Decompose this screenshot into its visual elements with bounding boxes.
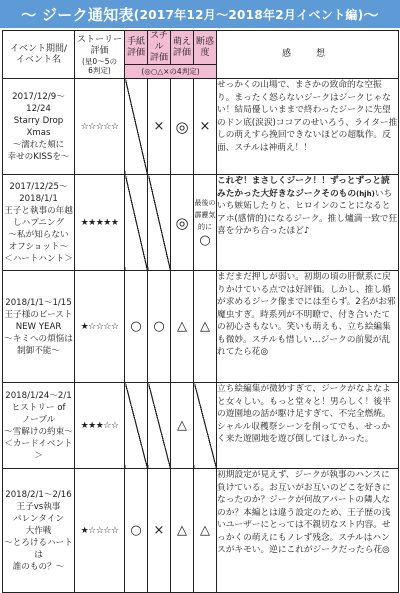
table-row <box>3 469 399 593</box>
header-period: イベント期間/ イベント名 <box>3 31 75 79</box>
row-hand: ○ <box>125 271 148 383</box>
header-moe: 萌え 評価 <box>171 31 194 65</box>
header-story <box>75 31 125 79</box>
header-story-label: ストーリー 評価 <box>76 34 122 56</box>
row-hand <box>125 383 148 469</box>
row-moe: ◎ <box>171 79 194 175</box>
row-impression: まだまだ押しが弱い。初期の頃の肝獣系に戻りかけている点では好評価。しかし、推し婚が求めるジーク像までには至らず。2名がお邪魔虫すぎ。時系列が不明瞭で、付き合いたての初心さもない。笑いも萌えも、立ち絵編集も微妙。スチルも惜しい…ジークの前髪が乱れてたら花◎ <box>217 271 399 383</box>
report-table <box>2 30 399 593</box>
header-story-note: (星0〜5の 6判定) <box>82 56 117 75</box>
row-still: ○ <box>148 271 171 383</box>
row-danzetsu <box>194 175 217 271</box>
row-stars: ★☆☆☆☆ <box>75 271 125 383</box>
row-still <box>148 175 171 271</box>
header-hand: 手紙 評価 <box>125 31 148 65</box>
table-row <box>3 175 399 271</box>
row-danzetsu-note: 最後の 霹靂気 的に <box>194 198 216 231</box>
row-hand <box>125 175 148 271</box>
row-period: 2018/1/24〜2/1 ヒストリー of ノーブル 〜雪解けの約束〜 ＜カードイベント＞ <box>3 383 75 469</box>
row-still: × <box>148 79 171 175</box>
row-impression: 初期設定が見えず、ジークが執事のハンスに負けている。お互いがお互いのどこを好きになったのか？ジークが何故アパートの隣人なのか？本編とは違う設定のため、王子歴の浅いユーザーにとっては不親切なスト内容。せっかくの萌えにもノレず残念。スチルはハンスがキモい。逆にこれがジークだったら花◎ <box>217 469 399 593</box>
row-hand <box>125 79 148 175</box>
row-impression <box>217 175 399 271</box>
header-danzetsu: 断惑 度 <box>194 31 217 65</box>
header-still: スチル 評価 <box>148 31 171 65</box>
row-stars: ★★★★★ <box>75 175 125 271</box>
row-period: 2018/1/1〜1/15 王子様のビースト NEW YEAR 〜キミへの煩悩は 制御不能〜 <box>3 271 75 383</box>
row-impression: 立ち絵編集が微妙すぎて、ジークがなよなよと女々しい。もっと堂々と！男らしく！後半の遊園地の話が駆け足すぎて、不完全燃焼。シャルル収穫祭シーンを削ってでも、せっかく来た遊園地を遊び倒してほしかった。 <box>217 383 399 469</box>
title-bar <box>0 0 400 28</box>
header-row <box>3 31 399 65</box>
row-danzetsu-mark: ○ <box>199 232 211 248</box>
row-still: × <box>148 469 171 593</box>
row-hand: ○ <box>125 469 148 593</box>
title-sub: (2017年12月〜2018年2月イベント編) <box>133 7 364 22</box>
row-period: 2017/12/25〜 2018/1/1 王子と執事の年越しハプニング 〜私が知らない オフショット〜 ＜ハートハント＞ <box>3 175 75 271</box>
row-still <box>148 383 171 469</box>
row-stars: ★★★☆☆ <box>75 383 125 469</box>
table-row <box>3 383 399 469</box>
row-danzetsu <box>194 383 217 469</box>
row-danzetsu: △ <box>194 271 217 383</box>
row-stars: ☆☆☆☆☆ <box>75 79 125 175</box>
row-moe: ◎ <box>171 175 194 271</box>
header-scale: (◎○△×の4判定) <box>125 65 217 79</box>
title-main: 〜 ジーク通知表 <box>21 5 134 24</box>
header-impression: 感 想 <box>217 31 399 79</box>
row-danzetsu: × <box>194 79 217 175</box>
impression-text: いちいち嫉妬したりと、ヒロインのことになるとアホ(感情的)になるジーク。推し爐満一致で狂喜を分かち合ったほど♪ <box>217 188 398 236</box>
row-danzetsu: △ <box>194 469 217 593</box>
title-end: 〜 <box>363 5 379 24</box>
row-moe: △ <box>171 271 194 383</box>
impression-highlight: これぞ！まさしくジーク！！ずっとずっと読みたかった大好きなジークそのもの <box>217 176 390 199</box>
table-row <box>3 271 399 383</box>
row-impression: せっかくの山場で、まさかの致命的な空振り。まったく怒らないジークはジークじゃない！結局優しいままで終わったジークに先望のドン底(涙涙)ココアのせいろう、ライター推しの萌えすら挽回できないほどの超駄作。反面、スチルは神萌え！！ <box>217 79 399 175</box>
table-row <box>3 79 399 175</box>
impression-highlight-tail: (hjh) <box>356 189 375 198</box>
row-moe: △ <box>171 469 194 593</box>
row-moe: △ <box>171 383 194 469</box>
row-stars: ★☆☆☆☆ <box>75 469 125 593</box>
row-period: 2017/12/9〜12/24 Starry Drop Xmas 〜濡れた頬に 幸せのKISSを〜 <box>3 79 75 175</box>
row-period: 2018/2/1〜2/16 王子vs執事 バレンタイン 大作戦 〜とろけるハートは 誰のもの？〜 <box>3 469 75 593</box>
